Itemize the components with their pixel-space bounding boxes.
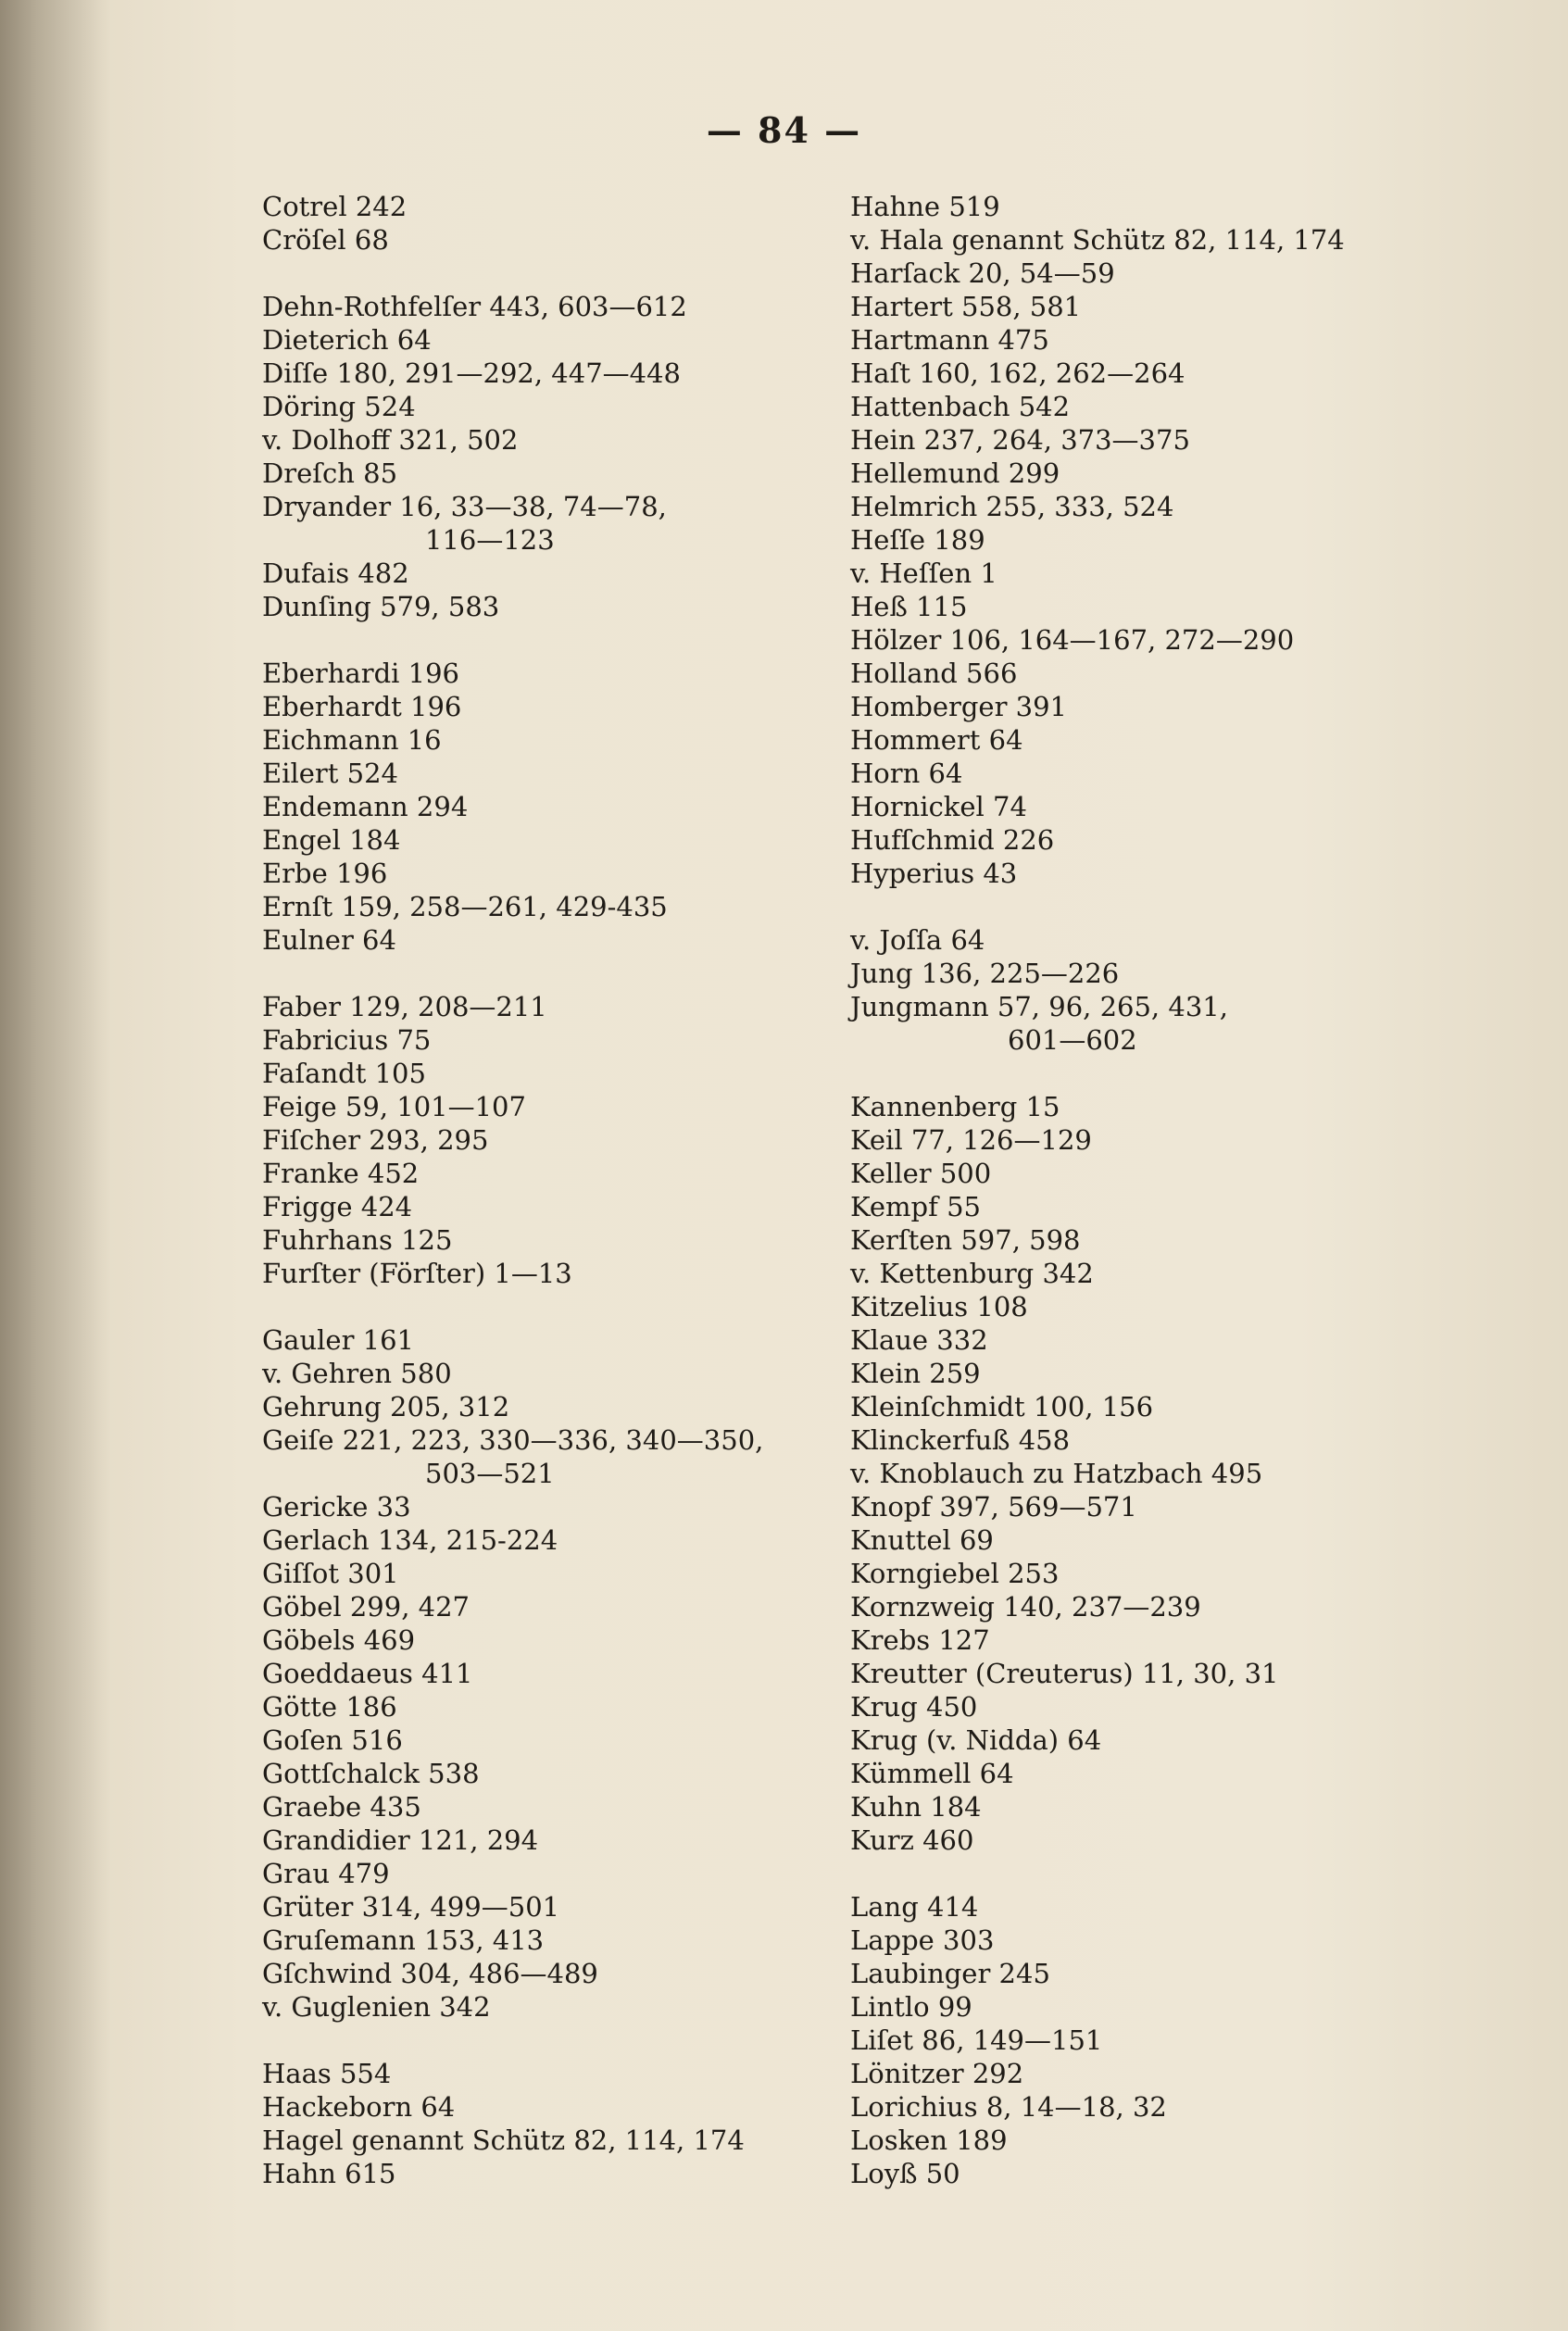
page-number: — 84 — bbox=[706, 109, 862, 151]
index-entry: Dreſch 85 bbox=[262, 457, 398, 489]
index-entry: Grandidier 121, 294 bbox=[262, 1824, 539, 1856]
index-entry: Engel 184 bbox=[262, 824, 401, 856]
index-entry: Kuhn 184 bbox=[850, 1791, 982, 1823]
index-entry: Lang 414 bbox=[850, 1891, 979, 1923]
index-entry: Harſack 20, 54—59 bbox=[850, 257, 1115, 289]
index-entry: Cotrel 242 bbox=[262, 191, 408, 222]
index-entry: Holland 566 bbox=[850, 658, 1018, 689]
index-entry: Franke 452 bbox=[262, 1158, 420, 1189]
section-gap bbox=[262, 957, 855, 990]
index-entry: Kreutter (Creuterus) 11, 30, 31 bbox=[850, 1658, 1279, 1689]
section-gap bbox=[262, 1290, 855, 1323]
index-entry: Haſt 160, 162, 262—264 bbox=[850, 357, 1185, 389]
index-entry: Jungmann 57, 96, 265, 431, bbox=[850, 991, 1228, 1022]
index-entry: Hagel genannt Schütz 82, 114, 174 bbox=[262, 2124, 745, 2156]
index-entry: Goſen 516 bbox=[262, 1724, 403, 1756]
index-entry: Hommert 64 bbox=[850, 724, 1023, 756]
section-gap bbox=[262, 257, 855, 290]
index-entry: Hahn 615 bbox=[262, 2158, 396, 2189]
index-entry: Kornzweig 140, 237—239 bbox=[850, 1591, 1201, 1623]
index-entry: Graebe 435 bbox=[262, 1791, 421, 1823]
index-entry: Kleinſchmidt 100, 156 bbox=[850, 1391, 1154, 1422]
index-entry: v. Knoblauch zu Hatzbach 495 bbox=[850, 1458, 1263, 1489]
index-entry: Hellemund 299 bbox=[850, 457, 1060, 489]
index-entry: Feige 59, 101—107 bbox=[262, 1091, 526, 1122]
index-entry: Krebs 127 bbox=[850, 1624, 990, 1656]
index-entry-continuation: 601—602 bbox=[1008, 1024, 1137, 1056]
index-entry: v. Gehren 580 bbox=[262, 1358, 452, 1389]
index-entry: Cröſel 68 bbox=[262, 224, 389, 256]
index-entry: Ernſt 159, 258—261, 429-435 bbox=[262, 891, 668, 922]
index-entry-continuation: 116—123 bbox=[425, 524, 555, 556]
index-entry: Kurz 460 bbox=[850, 1824, 974, 1856]
index-entry: Geiſe 221, 223, 330—336, 340—350, bbox=[262, 1424, 764, 1456]
index-entry: v. Kettenburg 342 bbox=[850, 1258, 1094, 1289]
section-gap bbox=[850, 1857, 1499, 1890]
index-entry-continuation: 503—521 bbox=[425, 1458, 555, 1489]
index-entry: Fabricius 75 bbox=[262, 1024, 432, 1056]
index-entry: Eulner 64 bbox=[262, 924, 396, 956]
index-entry: v. Heſſen 1 bbox=[850, 558, 997, 589]
section-gap bbox=[850, 890, 1499, 923]
index-entry: Horn 64 bbox=[850, 758, 963, 789]
index-entry: Eilert 524 bbox=[262, 758, 398, 789]
index-entry: Hartmann 475 bbox=[850, 324, 1049, 356]
gutter-shadow bbox=[0, 0, 111, 2331]
index-entry: Klinckerfuß 458 bbox=[850, 1424, 1071, 1456]
index-entry: v. Hala genannt Schütz 82, 114, 174 bbox=[850, 224, 1345, 256]
index-entry: v. Guglenien 342 bbox=[262, 1991, 491, 2023]
index-entry: Eberhardt 196 bbox=[262, 691, 462, 722]
index-entry: Gericke 33 bbox=[262, 1491, 411, 1523]
index-entry: Eichmann 16 bbox=[262, 724, 442, 756]
index-entry: Faber 129, 208—211 bbox=[262, 991, 547, 1022]
index-entry: v. Dolhoff 321, 502 bbox=[262, 424, 519, 456]
index-entry: Laubinger 245 bbox=[850, 1958, 1050, 1989]
index-entry: Furſter (Förſter) 1—13 bbox=[262, 1258, 572, 1289]
index-entry: Hartert 558, 581 bbox=[850, 291, 1082, 322]
index-entry: Frigge 424 bbox=[262, 1191, 413, 1222]
index-entry: Keller 500 bbox=[850, 1158, 992, 1189]
index-entry: Kitzelius 108 bbox=[850, 1291, 1028, 1322]
index-entry: Dieterich 64 bbox=[262, 324, 432, 356]
index-entry: Hufſchmid 226 bbox=[850, 824, 1055, 856]
index-entry: Gauler 161 bbox=[262, 1324, 415, 1356]
index-entry: Dryander 16, 33—38, 74—78, bbox=[262, 491, 667, 522]
index-entry: Loyß 50 bbox=[850, 2158, 960, 2189]
index-entry: Losken 189 bbox=[850, 2124, 1008, 2156]
index-entry: Klein 259 bbox=[850, 1358, 981, 1389]
index-entry: Krug (v. Nidda) 64 bbox=[850, 1724, 1102, 1756]
index-entry: Faſandt 105 bbox=[262, 1058, 426, 1089]
index-entry: Hölzer 106, 164—167, 272—290 bbox=[850, 624, 1295, 656]
index-entry: Korngiebel 253 bbox=[850, 1558, 1060, 1589]
index-entry: Dehn-Rothfelſer 443, 603—612 bbox=[262, 291, 687, 322]
index-entry: Gerlach 134, 215-224 bbox=[262, 1524, 558, 1556]
index-entry: Hackeborn 64 bbox=[262, 2091, 456, 2123]
index-entry: Knuttel 69 bbox=[850, 1524, 994, 1556]
index-entry: Döring 524 bbox=[262, 391, 416, 422]
section-gap bbox=[262, 2024, 855, 2057]
index-entry: v. Joſſa 64 bbox=[850, 924, 985, 956]
index-entry: Eberhardi 196 bbox=[262, 658, 459, 689]
index-entry: Lorichius 8, 14—18, 32 bbox=[850, 2091, 1167, 2123]
section-gap bbox=[262, 623, 855, 657]
index-entry: Hornickel 74 bbox=[850, 791, 1027, 822]
index-entry: Kempf 55 bbox=[850, 1191, 981, 1222]
index-entry: Krug 450 bbox=[850, 1691, 978, 1723]
index-entry: Haas 554 bbox=[262, 2058, 392, 2089]
index-entry: Lönitzer 292 bbox=[850, 2058, 1024, 2089]
index-entry: Lappe 303 bbox=[850, 1924, 995, 1956]
index-entry: Gſchwind 304, 486—489 bbox=[262, 1958, 598, 1989]
index-entry: Hein 237, 264, 373—375 bbox=[850, 424, 1190, 456]
index-entry: Götte 186 bbox=[262, 1691, 397, 1723]
index-entry: Kerſten 597, 598 bbox=[850, 1224, 1081, 1256]
index-entry: Gottſchalck 538 bbox=[262, 1758, 480, 1789]
index-entry: Helmrich 255, 333, 524 bbox=[850, 491, 1174, 522]
index-entry: Goeddaeus 411 bbox=[262, 1658, 473, 1689]
index-entry: Erbe 196 bbox=[262, 858, 388, 889]
index-entry: Gruſemann 153, 413 bbox=[262, 1924, 545, 1956]
index-entry: Liſet 86, 149—151 bbox=[850, 2024, 1103, 2056]
section-gap bbox=[850, 1057, 1499, 1090]
index-entry: Giſſot 301 bbox=[262, 1558, 399, 1589]
index-entry: Endemann 294 bbox=[262, 791, 469, 822]
index-entry: Göbels 469 bbox=[262, 1624, 416, 1656]
index-entry: Keil 77, 126—129 bbox=[850, 1124, 1092, 1156]
index-entry: Hyperius 43 bbox=[850, 858, 1018, 889]
index-entry: Hahne 519 bbox=[850, 191, 1000, 222]
index-entry: Heß 115 bbox=[850, 591, 968, 622]
index-entry: Dunſing 579, 583 bbox=[262, 591, 500, 622]
index-entry: Kannenberg 15 bbox=[850, 1091, 1060, 1122]
index-entry: Grüter 314, 499—501 bbox=[262, 1891, 560, 1923]
index-entry: Göbel 299, 427 bbox=[262, 1591, 470, 1623]
index-column-left bbox=[262, 190, 855, 2190]
index-entry: Klaue 332 bbox=[850, 1324, 988, 1356]
index-entry: Diſſe 180, 291—292, 447—448 bbox=[262, 357, 682, 389]
index-entry: Lintlo 99 bbox=[850, 1991, 972, 2023]
index-entry: Hattenbach 542 bbox=[850, 391, 1071, 422]
index-entry: Heſſe 189 bbox=[850, 524, 985, 556]
index-entry: Kümmell 64 bbox=[850, 1758, 1014, 1789]
index-entry: Knopf 397, 569—571 bbox=[850, 1491, 1137, 1523]
index-entry: Gehrung 205, 312 bbox=[262, 1391, 510, 1422]
index-entry: Grau 479 bbox=[262, 1858, 390, 1889]
index-column-right bbox=[850, 190, 1499, 2190]
index-entry: Fuhrhans 125 bbox=[262, 1224, 453, 1256]
index-entry: Fiſcher 293, 295 bbox=[262, 1124, 489, 1156]
index-entry: Homberger 391 bbox=[850, 691, 1067, 722]
index-entry: Dufais 482 bbox=[262, 558, 409, 589]
index-entry: Jung 136, 225—226 bbox=[850, 958, 1120, 989]
